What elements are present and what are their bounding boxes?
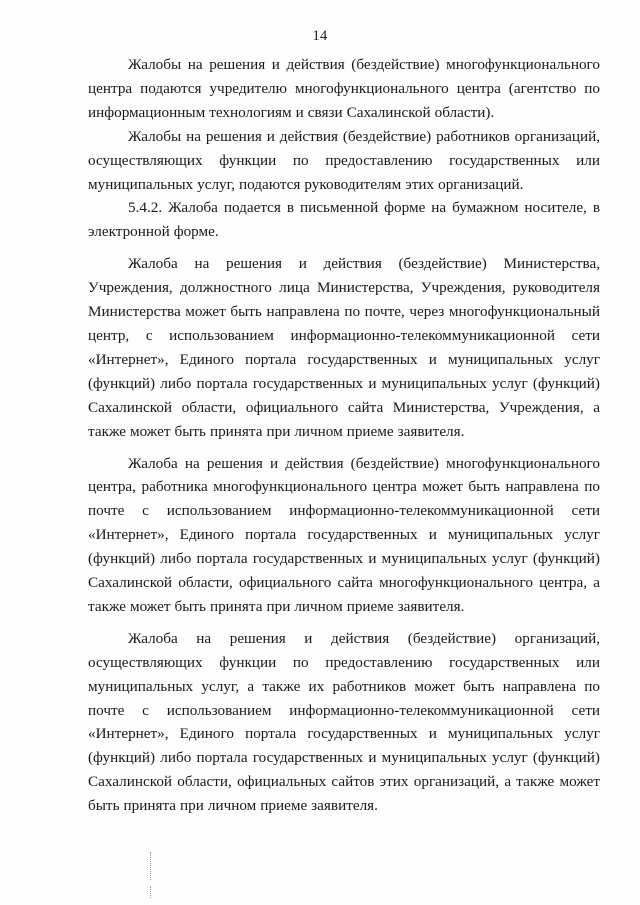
document-body xyxy=(88,53,600,818)
paragraph-organization-complaint-channels: Жалоба на решения и действия (бездействие) организаций, осуществляющих функции по предоставлению государственных или муниципальных услуг, а также их работников может быть направлена по почте с использованием информационно-телекоммуникационной сети «Интернет», Единого портала государственных и муниципальных услуг (функций) либо портала государственных и муниципальных услуг (функций) Сахалинской области, официальных сайтов этих организаций, а также может быть принята при личном приеме заявителя. xyxy=(88,629,600,815)
page-number: 14 xyxy=(312,28,328,44)
scan-margin-mark xyxy=(150,852,152,880)
paragraph-section-5-4-2: 5.4.2. Жалоба подается в письменной форме на бумажном носителе, в электронной форме. xyxy=(88,199,600,241)
paragraph-organization-complaints-heads: Жалобы на решения и действия (бездействие) работников организаций, осуществляющих функции по предоставлению государственных или муниципальных услуг, подаются руководителям этих организаций. xyxy=(88,127,600,193)
paragraph-mfc-complaint-channels: Жалоба на решения и действия (бездействие) многофункционального центра, работника многофункционального центра может быть направлена по почте с использованием информационно-телекоммуникационной сети «Интернет», Единого портала государственных и муниципальных услуг (функций) либо портала государственных и муниципальных услуг (функций) Сахалинской области, официального сайта многофункционального центра, а также может быть принята при личном приеме заявителя. xyxy=(88,454,600,615)
paragraph-mfc-complaints-founder: Жалобы на решения и действия (бездействие) многофункционального центра подаются учредителю многофункционального центра (агентство по информационным технологиям и связи Сахалинской области). xyxy=(88,56,600,121)
paragraph-ministry-complaint-channels: Жалоба на решения и действия (бездействие) Министерства, Учреждения, должностного лица Министерства, Учреждения, руководителя Министерства может быть направлена по почте, через многофункциональный центр, с использованием информационно-телекоммуникационной сети «Интернет», Единого портала государственных и муниципальных услуг (функций) либо портала государственных и муниципальных услуг (функций) Сахалинской области, официального сайта Министерства, Учреждения, а также может быть принята при личном приеме заявителя. xyxy=(88,255,600,440)
scan-margin-mark xyxy=(150,886,152,898)
